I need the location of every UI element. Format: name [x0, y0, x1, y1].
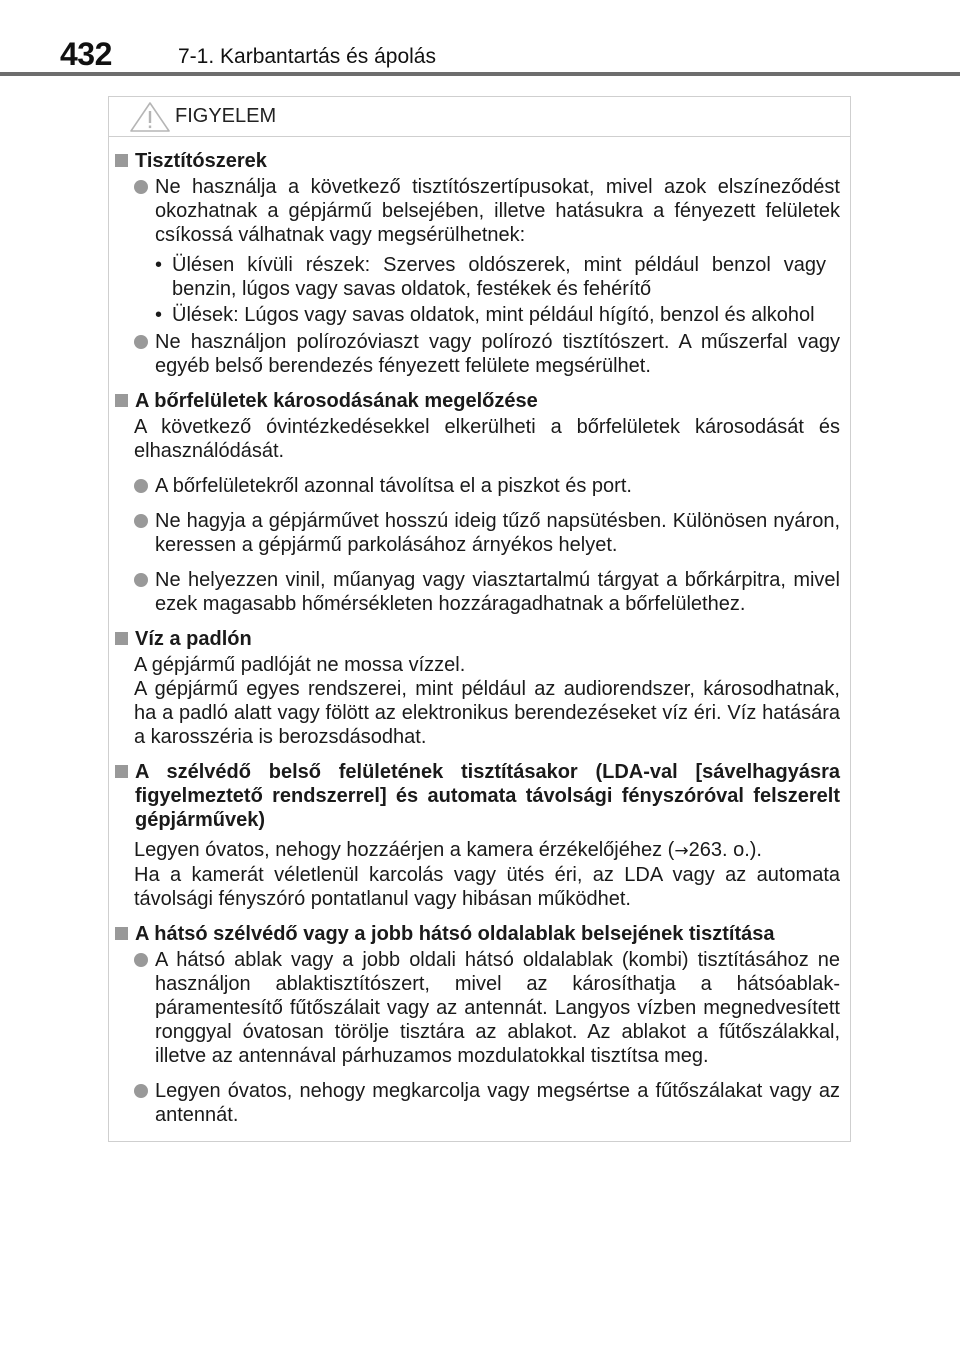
arrow-icon: → — [674, 841, 689, 861]
square-bullet-icon — [115, 154, 128, 167]
list-item: Ne hagyja a gépjárművet hosszú ideig tűző napsütésben. Különösen nyáron, keressen a gépjármű parkolásához árnyékos helyet. — [109, 509, 840, 557]
warning-header — [109, 97, 850, 137]
circle-bullet-icon — [134, 180, 148, 194]
page-number: 432 — [60, 36, 112, 72]
paragraph: A gépjármű padlóját ne mossa vízzel. — [134, 654, 466, 676]
warning-title: FIGYELEM — [175, 105, 277, 127]
header-rule — [0, 72, 960, 76]
section-water-on-floor — [109, 627, 840, 749]
square-bullet-icon — [115, 632, 128, 645]
list-item: Ne helyezzen vinil, műanyag vagy viasztartalmú tárgyat a bőrkárpitra, mivel ezek magasabb hőmérsékleten hozzáragadhatnak a bőrfelülethez. — [109, 568, 840, 616]
section-heading: A bőrfelületek károsodásának megelőzése — [109, 389, 840, 413]
warning-box — [108, 96, 851, 1142]
small-bullet-icon: • — [155, 254, 163, 276]
section-heading: Víz a padlón — [109, 627, 840, 651]
circle-bullet-icon — [134, 573, 148, 587]
warning-body — [109, 149, 850, 1138]
sub-list-item: • Ülésen kívüli részek: Szerves oldószerek, mint például benzol vagy benzin, lúgos vagy savas oldatok, festékek és fehérítő — [155, 254, 826, 300]
circle-bullet-icon — [134, 335, 148, 349]
section-heading: A hátsó szélvédő vagy a jobb hátsó oldalablak belsejének tisztítása — [109, 922, 840, 946]
section-leather-protection — [109, 389, 840, 616]
paragraph: Ha a kamerát véletlenül karcolás vagy ütés éri, az LDA vagy az automata távolsági fényszóró pontatlanul vagy hibásan működhet. — [134, 864, 840, 910]
square-bullet-icon — [115, 394, 128, 407]
section-cleaning-agents — [109, 149, 840, 378]
list-item: A bőrfelületekről azonnal távolítsa el a piszkot és port. — [109, 474, 840, 498]
section-title: 7-1. Karbantartás és ápolás — [178, 45, 436, 68]
paragraph: A gépjármű egyes rendszerei, mint például az audiorendszer, károsodhatnak, ha a padló alatt vagy fölött az elektronikus berendezéseket víz éri. Víz hatására a karosszéria is berozsdásodhat. — [134, 678, 840, 748]
section-heading: Tisztítószerek — [109, 149, 840, 173]
square-bullet-icon — [115, 927, 128, 940]
circle-bullet-icon — [134, 479, 148, 493]
section-windshield-cleaning — [109, 760, 840, 911]
paragraph: A következő óvintézkedésekkel elkerülheti a bőrfelületek károsodását és elhasználódását. — [134, 416, 840, 462]
list-item: A hátsó ablak vagy a jobb oldali hátsó oldalablak (kombi) tisztításához ne használjon ablaktisztítószert, mivel az károsíthatja a hátsóablak-páramentesítő fűtőszálait vagy az antennát. Langyos vízben megnedvesített ronggyal óvatosan törölje tisztára az ablakot. Az ablakot a fűtőszálakkal, illetve az antennával párhuzamos mozdulatokkal tisztítsa meg. — [109, 948, 840, 1068]
paragraph: Legyen óvatos, nehogy hozzáérjen a kamera érzékelőjéhez (→263. o.). — [134, 839, 762, 861]
list-item: Legyen óvatos, nehogy megkarcolja vagy megsértse a fűtőszálakat vagy az antennát. — [109, 1079, 840, 1127]
list-item: Ne használja a következő tisztítószertípusokat, mivel azok elszíneződést okozhatnak a gépjármű belsejében, illetve hatásukra a fényezett felületek csíkossá válhatnak vagy megsérülhetnek: — [109, 175, 840, 247]
warning-triangle-icon — [129, 101, 171, 133]
small-bullet-icon: • — [155, 304, 163, 326]
section-rear-window-cleaning — [109, 922, 840, 1127]
page-header — [0, 0, 960, 76]
square-bullet-icon — [115, 765, 128, 778]
sub-list-item: • Ülések: Lúgos vagy savas oldatok, mint például hígító, benzol és alkohol — [155, 304, 815, 326]
circle-bullet-icon — [134, 953, 148, 967]
circle-bullet-icon — [134, 1084, 148, 1098]
section-heading: A szélvédő belső felületének tisztításakor (LDA-val [sávelhagyásra figyelmeztető rendszerrel] és automata távolsági fényszóróval felszerelt gépjárművek) — [109, 760, 840, 832]
circle-bullet-icon — [134, 514, 148, 528]
list-item: Ne használjon polírozóviaszt vagy polírozó tisztítószert. A műszerfal vagy egyéb belső berendezés fényezett felülete megsérülhet. — [109, 330, 840, 378]
